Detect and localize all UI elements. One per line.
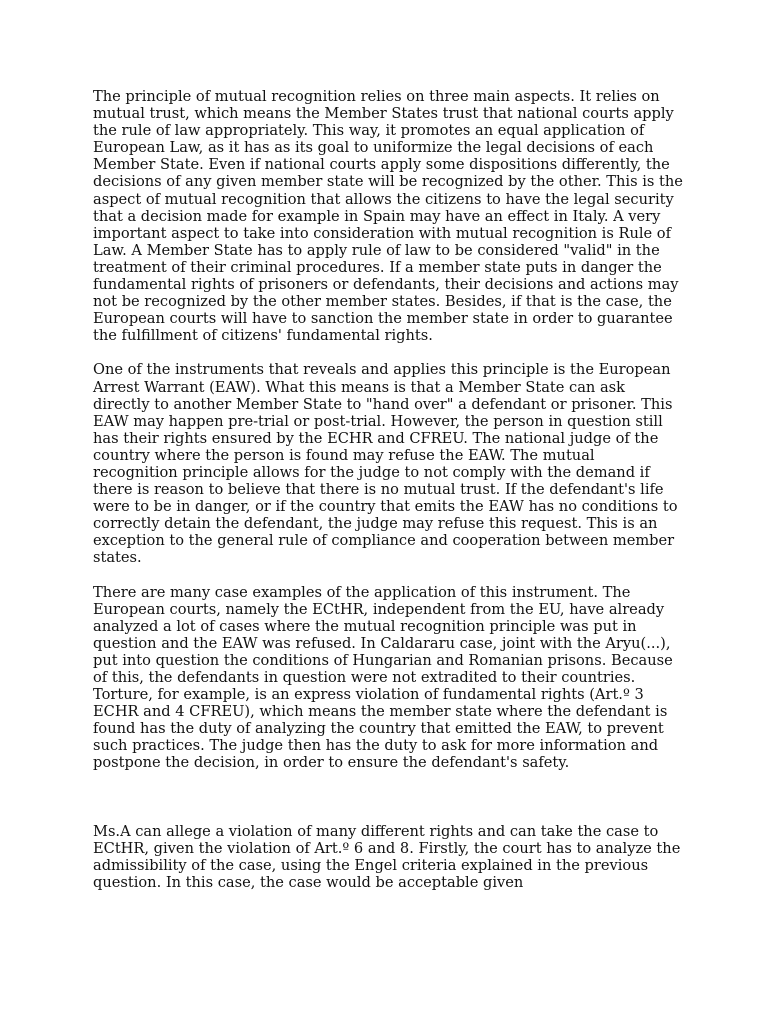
paragraph-european-arrest-warrant: One of the instruments that reveals and applies this principle is the European Arrest Warrant (EAW). What this means is that a Member State can ask directly to another Member State to "hand over" a defendant or prisoner. This EAW may happen pre-trial or post-trial. However, the person in question still has their rights ensured by the ECHR and CFREU. The national judge of the country where the person is found may refuse the EAW. The mutual recognition principle allows for the judge to not comply with the demand if there is reason to believe that there is no mutual trust. If the defendant's life were to be in danger, or if the country that emits the EAW has no conditions to correctly detain the defendant, the judge may refuse this request. This is an exception to the general rule of compliance and cooperation between member states. [93,361,678,567]
paragraph-mutual-recognition: The principle of mutual recognition relies on three main aspects. It relies on mutual trust, which means the Member States trust that national courts apply the rule of law appropriately. This way, it promotes an equal application of European Law, as it has as its goal to uniformize the legal decisions of each Member State. Even if national courts apply some dispositions differently, the decisions of any given member state will be recognized by the other. This is the aspect of mutual recognition that allows the citizens to have the legal security that a decision made for example in Spain may have an effect in Italy. A very important aspect to take into consideration with mutual recognition is Rule of Law. A Member State has to apply rule of law to be considered "valid" in the treatment of their criminal procedures. If a member state puts in danger the fundamental rights of prisoners or defendants, their decisions and actions may not be recognized by the other member states. Besides, if that is the case, the European courts will have to sanction the member state in order to guarantee the fulfillment of citizens' fundamental rights. [93,88,683,345]
paragraph-case-examples: There are many case examples of the application of this instrument. The European courts, namely the ECtHR, independent from the EU, have already analyzed a lot of cases where the mutual recognition principle was put in question and the EAW was refused. In Caldararu case, joint with the Aryu(...), put into question the conditions of Hungarian and Romanian prisons. Because of this, the defendants in question were not extradited to their countries. Torture, for example, is an express violation of fundamental rights (Art.º 3 ECHR and 4 CFREU), which means the member state where the defendant is found has the duty of analyzing the country that emitted the EAW, to prevent such practices. The judge then has the duty to ask for more information and postpone the decision, in order to ensure the defendant's safety. [93,583,673,772]
document-body [93,88,683,908]
paragraph-ms-a-case: Ms.A can allege a violation of many different rights and can take the case to ECtHR, given the violation of Art.º 6 and 8. Firstly, the court has to analyze the admissibility of the case, using the Engel criteria explained in the previous question. In this case, the case would be acceptable given [93,822,681,891]
